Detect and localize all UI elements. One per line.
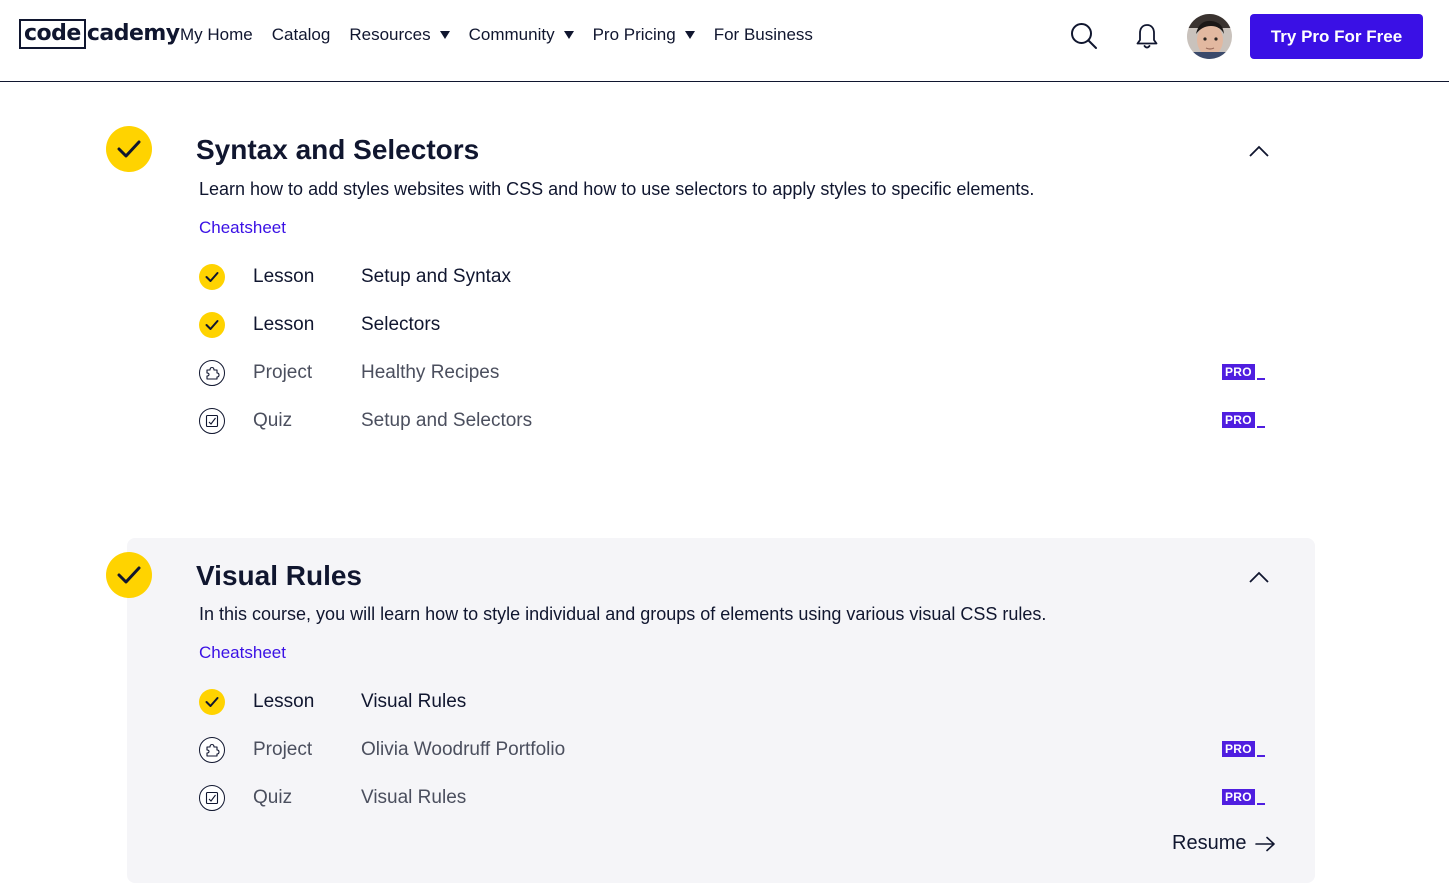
completed-check-icon (199, 312, 225, 338)
module-complete-check-icon (106, 552, 152, 598)
item-type: Lesson (253, 266, 315, 287)
item-type: Project (253, 739, 313, 760)
nav-resources[interactable] (349, 25, 449, 45)
module-item-row[interactable] (199, 784, 1265, 812)
nav-catalog[interactable] (272, 25, 331, 45)
caret-down-icon (685, 31, 695, 39)
nav-community[interactable] (469, 25, 574, 45)
cheatsheet-link[interactable]: Cheatsheet (199, 643, 286, 662)
chevron-up-icon[interactable] (1249, 145, 1269, 157)
pro-badge-label: PRO (1222, 412, 1255, 428)
try-pro-button[interactable]: Try Pro For Free (1250, 14, 1423, 59)
nav-my-home[interactable] (180, 25, 253, 45)
search-icon[interactable] (1069, 21, 1099, 51)
module-title[interactable]: Syntax and Selectors (196, 134, 480, 165)
nav-for-business[interactable] (714, 25, 813, 45)
pro-badge-label: PRO (1222, 789, 1255, 805)
bell-icon[interactable] (1132, 21, 1162, 51)
project-puzzle-icon (199, 360, 225, 386)
main-nav (180, 24, 832, 46)
module-item-row[interactable] (199, 736, 1265, 764)
nav-label: For Business (713, 25, 813, 44)
nav-pro-pricing[interactable] (593, 25, 695, 45)
item-title[interactable]: Setup and Syntax (361, 266, 511, 287)
pro-badge (1222, 789, 1265, 805)
module-title[interactable]: Visual Rules (196, 560, 363, 591)
item-type: Quiz (253, 410, 293, 431)
module-item-row[interactable] (199, 263, 1265, 291)
module-description: Learn how to add styles websites with CSS and how to use selectors to apply styles to specific elements. (199, 179, 1035, 199)
item-title[interactable]: Olivia Woodruff Portfolio (361, 739, 566, 760)
item-type: Lesson (253, 691, 315, 712)
pro-badge (1222, 364, 1265, 380)
quiz-icon (199, 408, 225, 434)
nav-label: Community (468, 25, 555, 44)
avatar-photo (1187, 14, 1232, 59)
module-item-row[interactable] (199, 688, 1265, 716)
caret-down-icon (564, 31, 574, 39)
logo-rest-text: cademy (86, 21, 180, 46)
cheatsheet-link[interactable]: Cheatsheet (199, 218, 286, 237)
nav-label: My Home (180, 25, 253, 44)
pro-badge-label: PRO (1222, 741, 1255, 757)
item-title[interactable]: Visual Rules (361, 787, 467, 808)
completed-check-icon (199, 689, 225, 715)
module-item-row[interactable] (199, 311, 1265, 339)
item-title[interactable]: Setup and Selectors (361, 410, 533, 431)
pro-badge (1222, 741, 1265, 757)
module-description: In this course, you will learn how to style individual and groups of elements using various visual CSS rules. (199, 604, 1047, 624)
module-complete-check-icon (106, 126, 152, 172)
item-title[interactable]: Visual Rules (361, 691, 467, 712)
item-title[interactable]: Selectors (361, 314, 441, 335)
nav-label: Catalog (271, 25, 331, 44)
project-puzzle-icon (199, 737, 225, 763)
quiz-icon (199, 785, 225, 811)
resume-label: Resume (1172, 832, 1247, 854)
item-type: Project (253, 362, 313, 383)
module-item-row[interactable] (199, 407, 1265, 435)
nav-label: Resources (349, 25, 431, 44)
arrow-right-icon (1255, 836, 1277, 852)
item-type: Quiz (253, 787, 293, 808)
top-nav-bar (0, 0, 1449, 82)
pro-badge-label: PRO (1222, 364, 1255, 380)
pro-badge (1222, 412, 1265, 428)
resume-button[interactable] (1172, 832, 1277, 855)
user-avatar[interactable] (1187, 14, 1232, 59)
module-item-row[interactable] (199, 359, 1265, 387)
caret-down-icon (440, 31, 450, 39)
item-title[interactable]: Healthy Recipes (361, 362, 500, 383)
chevron-up-icon[interactable] (1249, 571, 1269, 583)
item-type: Lesson (253, 314, 315, 335)
codecademy-logo[interactable] (19, 18, 180, 50)
logo-boxed-text: code (19, 19, 86, 49)
nav-label: Pro Pricing (592, 25, 676, 44)
completed-check-icon (199, 264, 225, 290)
